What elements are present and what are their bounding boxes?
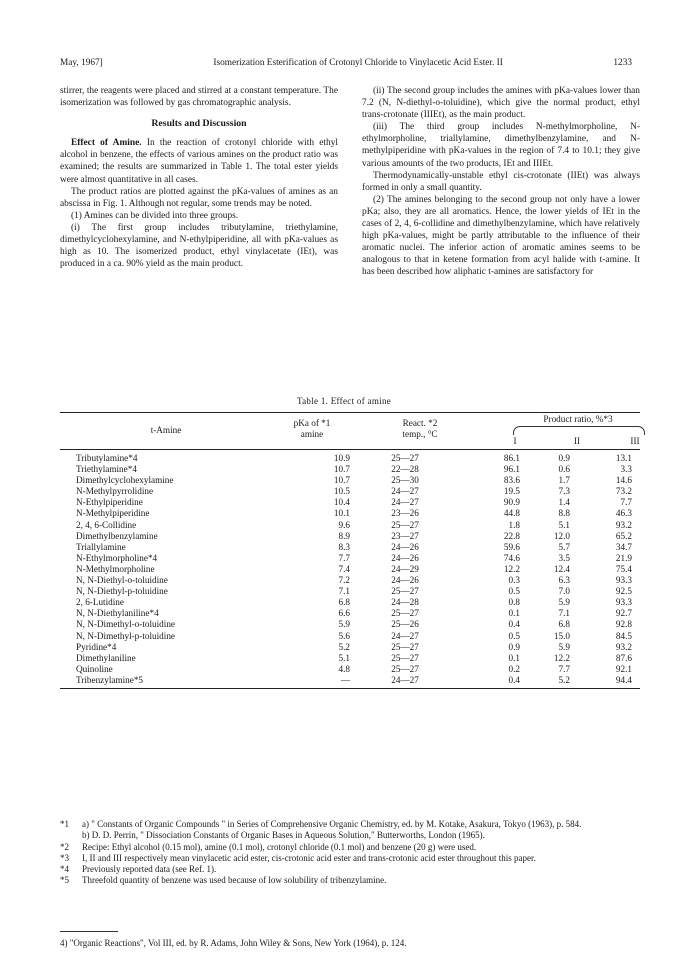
cell-pka: 9.6 — [338, 519, 350, 530]
cell-pka: — — [340, 674, 350, 685]
paragraph-lead: Effect of Amine. — [71, 138, 142, 149]
cell-ratio-iii: 93.2 — [615, 519, 632, 530]
cell-temp: 24—27 — [391, 497, 419, 508]
table-row — [60, 508, 640, 519]
cell-pka: 5.6 — [338, 630, 350, 641]
cell-pka: 8.9 — [338, 530, 350, 541]
cell-ratio-iii: 93.3 — [615, 575, 632, 586]
cell-amine: N, N-Dimethyl-o-toluidine — [76, 619, 176, 630]
cell-pka: 5.1 — [338, 652, 350, 663]
cell-ratio-ii: 6.3 — [558, 575, 570, 586]
header-title: Isomerization Esterification of Crotonyl Chloride to Vinylacetic Acid Ester. II — [213, 58, 503, 68]
cell-pka: 7.1 — [338, 586, 350, 597]
cell-pka: 10.4 — [333, 497, 350, 508]
cell-amine: Triallylamine — [76, 541, 126, 552]
cell-pka: 6.6 — [338, 608, 350, 619]
cell-ratio-i: 22.8 — [503, 530, 520, 541]
reference-4: 4) "Organic Reactions", Vol III, ed. by R. Adams, John Wiley & Sons, New York (1964), p. 124. — [60, 938, 407, 948]
amine-table — [60, 412, 640, 689]
reference-divider — [60, 931, 118, 932]
table-row — [60, 619, 640, 630]
footnote-text: a) " Constants of Organic Compounds " in Series of Comprehensive Organic Chemistry, ed. by M. Kotake, Asakura, Tokyo (1963), p. 584. — [82, 819, 582, 829]
cell-temp: 23—26 — [391, 508, 419, 519]
cell-ratio-i: 0.4 — [508, 674, 520, 685]
paragraph: (iii) The third group includes N-methylmorpholine, N-ethylmorpholine, triallylamine, dimethylbenzylamine, and N-methylpiperidine with pKa-values in the region of 7.4 to 10.1; they give various amounts of the two products, IEt and IIIEt. — [362, 122, 640, 169]
header-pka-line2: amine — [300, 429, 324, 439]
cell-pka: 7.4 — [338, 563, 350, 574]
cell-ratio-i: 44.8 — [503, 508, 520, 519]
cell-ratio-i: 0.5 — [508, 586, 520, 597]
table-body — [60, 450, 640, 688]
footnote — [60, 819, 640, 830]
cell-amine: Dimethylbenzylamine — [76, 530, 158, 541]
cell-ratio-iii: 13.1 — [615, 453, 632, 463]
footnote-mark: *5 — [60, 875, 69, 886]
cell-ratio-ii: 8.8 — [558, 508, 570, 519]
cell-ratio-ii: 5.2 — [558, 674, 570, 685]
paragraph: The product ratios are plotted against the pKa-values of amines as an abscissa in Fig. 1. Although not regular, some trends may be noted. — [60, 186, 338, 209]
footnote-mark: *2 — [60, 841, 69, 852]
paragraph: (1) Amines can be divided into three groups. — [71, 210, 239, 221]
paragraph-text: In the reaction of crotonyl chloride with ethyl alcohol in benzene, the effects of various amines on the product ratio was examined; the results are summarized in Table 1. The total ester yields were almost quantitative in all cases. — [60, 138, 339, 185]
header-pka — [272, 418, 352, 440]
cell-ratio-ii: 12.4 — [553, 563, 570, 574]
cell-ratio-i: 0.1 — [508, 608, 520, 619]
table-header — [60, 413, 640, 449]
table-row — [60, 453, 640, 464]
footnote-text: b) D. D. Perrin, " Dissociation Constants of Organic Bases in Aqueous Solution," Butterworths, London (1965). — [82, 830, 485, 841]
cell-amine: Pyridine*4 — [76, 641, 117, 652]
cell-pka: 10.7 — [333, 464, 350, 475]
cell-ratio-iii: 94.4 — [615, 674, 632, 685]
cell-ratio-i: 0.4 — [508, 619, 520, 630]
cell-ratio-i: 19.5 — [503, 486, 520, 497]
cell-ratio-i: 0.8 — [508, 597, 520, 608]
cell-temp: 24—26 — [391, 552, 419, 563]
table-row — [60, 675, 640, 686]
cell-ratio-iii: 92.8 — [615, 619, 632, 630]
cell-ratio-iii: 93.2 — [615, 641, 632, 652]
cell-amine: Dimethylaniline — [76, 652, 136, 663]
table-caption: Table 1. Effect of amine — [296, 396, 392, 406]
paragraph: stirrer, the reagents were placed and stirred at a constant temperature. The isomerization was followed by gas chromatographic analysis. — [60, 86, 338, 109]
table-row — [60, 564, 640, 575]
header-react-line2: temp., °C — [402, 429, 438, 439]
cell-ratio-iii: 84.5 — [615, 630, 632, 641]
cell-amine: Quinoline — [76, 663, 113, 674]
cell-amine: Tribenzylamine*5 — [76, 674, 144, 685]
cell-ratio-ii: 0.6 — [558, 464, 570, 475]
cell-temp: 25—27 — [391, 652, 419, 663]
cell-ratio-i: 83.6 — [503, 475, 520, 486]
cell-amine: N, N-Diethyl-p-toluidine — [76, 586, 168, 597]
cell-ratio-iii: 92.5 — [615, 586, 632, 597]
table-row — [60, 664, 640, 675]
cell-pka: 10.1 — [333, 508, 350, 519]
cell-temp: 25—26 — [391, 619, 419, 630]
cell-temp: 25—27 — [391, 519, 419, 530]
paragraph: (i) The first group includes tributylamine, triethylamine, dimethylcyclohexylamine, and N-ethylpiperidine, all with pKa-values as high as 10. The isomerized product, ethyl vinylacetate (IEt), was produced in a ca. 90% yield as the main product. — [60, 222, 338, 270]
cell-pka: 7.2 — [338, 575, 350, 586]
header-brace — [513, 426, 645, 435]
footnote — [60, 864, 640, 875]
header-date: May, 1967] — [60, 58, 103, 68]
cell-ratio-ii: 1.4 — [558, 497, 570, 508]
cell-ratio-ii: 3.5 — [558, 552, 570, 563]
cell-ratio-ii: 1.7 — [558, 475, 570, 486]
footnote — [60, 875, 640, 886]
right-column — [362, 85, 640, 279]
table-row — [60, 597, 640, 608]
footnote-mark: *3 — [60, 852, 69, 863]
table-row — [60, 520, 640, 531]
cell-temp: 25—27 — [391, 608, 419, 619]
cell-ratio-ii: 5.9 — [558, 597, 570, 608]
cell-pka: 7.7 — [338, 552, 350, 563]
cell-ratio-ii: 5.7 — [558, 541, 570, 552]
header-col-i: I — [513, 436, 517, 446]
cell-ratio-i: 1.8 — [508, 519, 520, 530]
cell-temp: 24—29 — [391, 563, 419, 574]
cell-ratio-i: 0.3 — [508, 575, 520, 586]
cell-amine: 2, 4, 6-Collidine — [76, 519, 137, 530]
table-row — [60, 475, 640, 486]
cell-amine: Tributylamine*4 — [76, 453, 138, 463]
table-footnotes — [60, 819, 640, 887]
cell-ratio-i: 96.1 — [503, 464, 520, 475]
paragraph: (2) The amines belonging to the second group not only have a lower pKa; also, they are all aromatics. Hence, the lower yields of IEt in the cases of 2, 4, 6-collidine and dimethylbenzylamine, which have relatively high pKa-values, might be partly attributable to the influence of their aromatic nuclei. The inferior action of aromatic amines seems to be analogous to that in ketene formation from acyl halide with t-amine. It has been described how aliphatic t-amines are satisfactory for — [362, 194, 640, 278]
body-columns — [60, 85, 640, 279]
header-col-ii: II — [573, 436, 581, 446]
footnote — [60, 842, 640, 853]
header-react-line1: React. *2 — [402, 418, 438, 428]
cell-ratio-ii: 7.3 — [558, 486, 570, 497]
cell-ratio-ii: 12.2 — [553, 652, 570, 663]
paragraph — [60, 137, 338, 185]
header-amine: t-Amine — [150, 425, 182, 435]
cell-pka: 6.8 — [338, 597, 350, 608]
cell-ratio-ii: 12.0 — [553, 530, 570, 541]
left-column — [60, 85, 338, 279]
header-react-temp — [365, 418, 475, 440]
cell-ratio-iii: 34.7 — [615, 541, 632, 552]
cell-ratio-iii: 73.2 — [615, 486, 632, 497]
section-heading: Results and Discussion — [151, 118, 247, 130]
cell-ratio-iii: 75.4 — [615, 563, 632, 574]
cell-pka: 5.9 — [338, 619, 350, 630]
cell-amine: N, N-Diethylaniline*4 — [76, 608, 159, 619]
cell-ratio-iii: 92.7 — [615, 608, 632, 619]
cell-temp: 24—26 — [391, 575, 419, 586]
cell-temp: 24—26 — [391, 541, 419, 552]
footnote — [60, 830, 640, 841]
cell-ratio-iii: 65.2 — [615, 530, 632, 541]
cell-ratio-ii: 15.0 — [553, 630, 570, 641]
cell-temp: 25—27 — [391, 663, 419, 674]
table-row — [60, 542, 640, 553]
cell-temp: 24—27 — [391, 630, 419, 641]
cell-ratio-ii: 6.8 — [558, 619, 570, 630]
cell-ratio-iii: 21.9 — [615, 552, 632, 563]
cell-amine: N-Ethylmorpholine*4 — [76, 552, 158, 563]
cell-ratio-iii: 14.6 — [615, 475, 632, 486]
cell-pka: 10.7 — [333, 475, 350, 486]
table-row — [60, 486, 640, 497]
cell-ratio-iii: 3.3 — [620, 464, 632, 475]
header-pka-line1: pKa of *1 — [293, 418, 331, 428]
cell-pka: 10.9 — [333, 453, 350, 463]
cell-temp: 22—28 — [391, 464, 419, 475]
table-row — [60, 642, 640, 653]
cell-ratio-ii: 7.7 — [558, 663, 570, 674]
cell-ratio-iii: 92.1 — [615, 663, 632, 674]
cell-ratio-i: 74.6 — [503, 552, 520, 563]
table-row — [60, 553, 640, 564]
footnote-mark: *1 — [60, 819, 69, 829]
cell-amine: N-Methylpyrrolidine — [76, 486, 154, 497]
cell-ratio-ii: 5.9 — [558, 641, 570, 652]
table-row — [60, 586, 640, 597]
header-col-iii: III — [630, 436, 640, 446]
cell-temp: 25—27 — [391, 453, 419, 463]
cell-amine: N, N-Diethyl-o-toluidine — [76, 575, 168, 586]
cell-ratio-iii: 46.3 — [615, 508, 632, 519]
cell-temp: 24—27 — [391, 674, 419, 685]
cell-pka: 5.2 — [338, 641, 350, 652]
paragraph: Thermodynamically-unstable ethyl cis-crotonate (IIEt) was always formed in only a small quantity. — [362, 170, 640, 193]
cell-temp: 25—27 — [391, 641, 419, 652]
cell-ratio-i: 0.9 — [508, 641, 520, 652]
cell-ratio-i: 59.6 — [503, 541, 520, 552]
cell-ratio-i: 0.2 — [508, 663, 520, 674]
cell-amine: 2, 6-Lutidine — [76, 597, 124, 608]
cell-pka: 10.5 — [333, 486, 350, 497]
paragraph: (ii) The second group includes the amines with pKa-values lower than 7.2 (N, N-diethyl-o-toluidine), which give the normal product, ethyl trans-crotonate (IIIEt), as the main product. — [362, 86, 640, 121]
table-row — [60, 653, 640, 664]
cell-amine: Triethylamine*4 — [76, 464, 137, 475]
cell-ratio-iii: 7.7 — [620, 497, 632, 508]
cell-ratio-i: 0.5 — [508, 630, 520, 641]
footnote-text: Previously reported data (see Ref. 1). — [82, 864, 217, 875]
cell-ratio-ii: 7.0 — [558, 586, 570, 597]
cell-temp: 25—27 — [391, 586, 419, 597]
footnote-mark — [60, 830, 82, 841]
cell-amine: N, N-Dimethyl-p-toluidine — [76, 630, 176, 641]
cell-ratio-ii: 5.1 — [558, 519, 570, 530]
table-row — [60, 497, 640, 508]
cell-ratio-iii: 87.6 — [615, 652, 632, 663]
cell-ratio-i: 0.1 — [508, 652, 520, 663]
page-number: 1233 — [613, 58, 632, 68]
table-row — [60, 575, 640, 586]
cell-ratio-iii: 93.3 — [615, 597, 632, 608]
cell-temp: 24—27 — [391, 486, 419, 497]
cell-ratio-i: 86.1 — [503, 453, 520, 463]
cell-ratio-ii: 0.9 — [558, 453, 570, 463]
cell-temp: 24—28 — [391, 597, 419, 608]
cell-ratio-ii: 7.1 — [558, 608, 570, 619]
table-row — [60, 608, 640, 619]
cell-temp: 25—30 — [391, 475, 419, 486]
cell-temp: 23—27 — [391, 530, 419, 541]
footnote-text: I, II and III respectively mean vinylacetic acid ester, cis-crotonic acid ester and trans-crotonic acid ester throughout this paper. — [82, 852, 536, 863]
cell-ratio-i: 12.2 — [503, 563, 520, 574]
table-row — [60, 531, 640, 542]
footnote — [60, 853, 640, 864]
footnote-mark: *4 — [60, 864, 69, 875]
running-header — [60, 58, 632, 68]
cell-amine: N-Methylpiperidine — [76, 508, 150, 519]
cell-pka: 4.8 — [338, 663, 350, 674]
cell-amine: Dimethylcyclohexylamine — [76, 475, 174, 486]
cell-pka: 8.3 — [338, 541, 350, 552]
footnote-text: Recipe: Ethyl alcohol (0.15 mol), amine (0.1 mol), crotonyl chloride (0.1 mol) and benzene (20 g) were used. — [82, 841, 477, 852]
table-row — [60, 631, 640, 642]
table-bottom-rule — [60, 688, 640, 689]
table-row — [60, 464, 640, 475]
footnote-text: Threefold quantity of benzene was used because of low solubility of tribenzylamine. — [82, 875, 387, 886]
header-product-ratio: Product ratio, %*3 — [543, 414, 613, 424]
cell-ratio-i: 90.9 — [503, 497, 520, 508]
cell-amine: N-Methylmorpholine — [76, 563, 155, 574]
cell-amine: N-Ethylpiperidine — [76, 497, 143, 508]
